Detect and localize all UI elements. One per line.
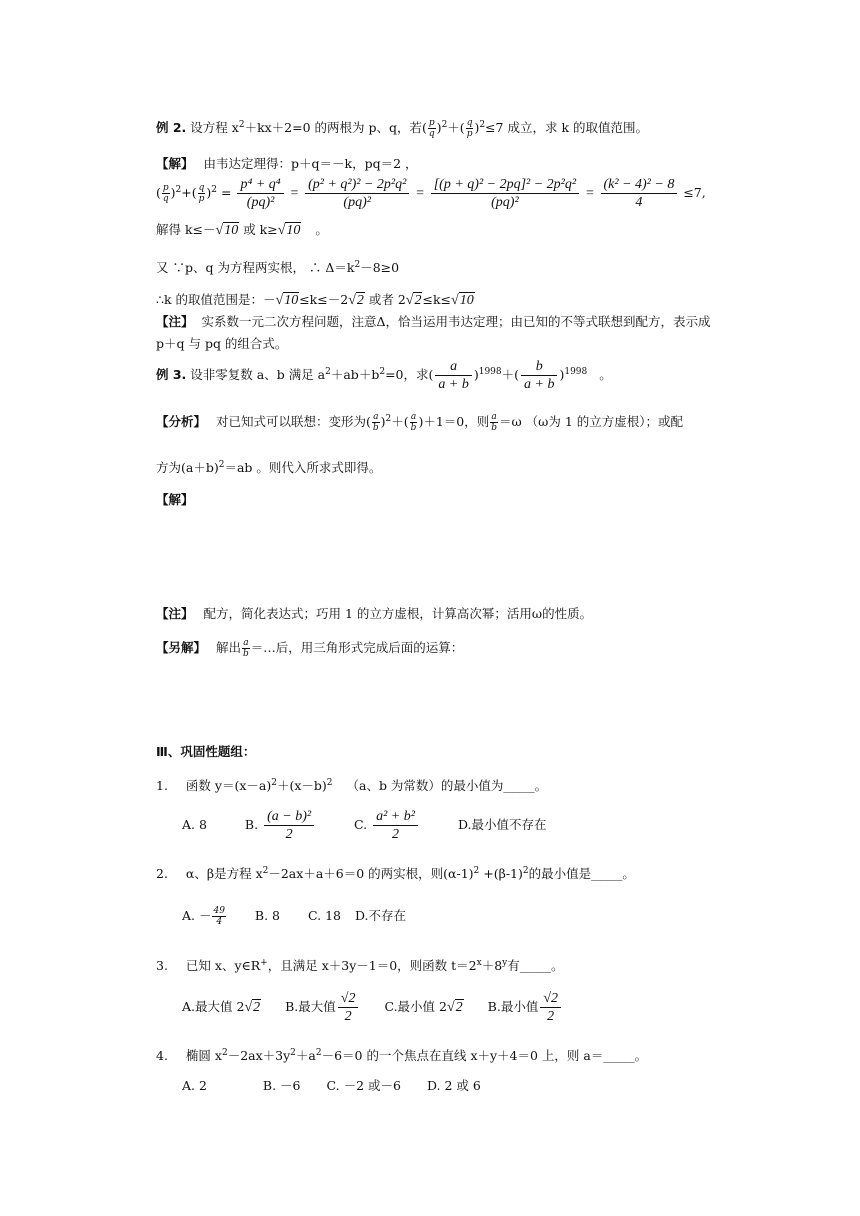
q-over-p: $\frac{q}{p}$ [466, 118, 473, 139]
fraction-1: $\frac{\text{p⁴ + q⁴}}{\text{(pq)²}}$ [237, 176, 283, 211]
q4-option-a[interactable]: A. 2 [182, 1078, 207, 1093]
ex2-range: ∴k 的取值范围是：－√10≤k≤－2√2 或者 2√2≤k≤√10 [156, 292, 474, 308]
q2-text: 2. α、β是方程 $x^2-2ax+a+6=0$ 的两实根，则$(\alpha-1)^2 +(\beta-1)^2$的最小值是_____。 [156, 865, 635, 881]
ex3-statement: 例 3. 设非零复数 a、b 满足 $a^2+ab+b^2=0$，求( $\frac{a}{a + b}$ )$^{1998}$＋( $\frac{b}{a + b}$ )$^{1998}$ 。 [156, 359, 612, 392]
ex2-note: 【注】 实系数一元二次方程问题，注意Δ，恰当运用韦达定理；由已知的不等式联想到配方，表示成 [156, 314, 711, 329]
ex2-note-cont: p＋q 与 pq 的组合式。 [156, 336, 288, 351]
ex3-analysis: 【分析】 对已知式可以联想：变形为( $\frac{a}{b}$ )$^2$＋( $\frac{a}{b}$ )＋1＝0，则 $\frac{a}{b}$ ＝ω （ω为 1 的立方虚根）；或配 [156, 412, 684, 433]
q4-option-c[interactable]: C. －2 或－6 [326, 1078, 401, 1093]
q4-text: 4. 椭圆 $x^2-2ax+3y^2+a^2-6=0$ 的一个焦点在直线 x＋y＋4＝0 上，则 a＝_____。 [156, 1047, 648, 1063]
q1-options [182, 808, 581, 843]
section-title: Ⅲ、巩固性题组： [156, 744, 256, 759]
q2-option-a[interactable]: A. － $\frac{49}{4}$ [182, 906, 225, 927]
q1-option-c[interactable]: C. $\frac{\text{a² + b²}}{2}$ [354, 808, 420, 843]
fraction-3: $\frac{\text{[(p + q)² − 2pq]² − 2p²q²}}{\text{(pq)²}}$ [431, 176, 579, 211]
ex3-solution: 【解】 [156, 492, 194, 507]
q2-option-b[interactable]: B. 8 [254, 908, 281, 923]
ex2-discriminant: 又 ∵p、q 为方程两实根， ∴ $\Delta=k^2-8\ge 0$ [156, 259, 400, 275]
q1-text: 1. 函数 $y=(x-a)^2+(x-b)^2$ （a、b 为常数）的最小值为_____。 [156, 777, 548, 793]
q4-option-b[interactable]: B. －6 [262, 1078, 301, 1093]
q1-option-a[interactable]: A. 8 [182, 817, 207, 832]
q3-option-d[interactable]: B.最小值 $\frac{√2}{2}$ [488, 990, 563, 1025]
ex2-result: 解得 k≤－√10 或 k≥√10 。 [156, 222, 328, 238]
ex3-note: 【注】 配方，简化表达式；巧用 1 的立方虚根，计算高次幂；活用ω的性质。 [156, 606, 593, 621]
q2-option-d[interactable]: D.不存在 [354, 908, 407, 923]
q3-option-b[interactable]: B.最大值 $\frac{√2}{2}$ [285, 990, 360, 1025]
q2-options [182, 906, 440, 927]
ex3-analysis-cont: 方为$(a+b)^2=ab$ 。则代入所求式即得。 [156, 459, 382, 475]
fraction-2: $\frac{\text{(p² + q²)² − 2p²q²}}{\text{(pq)²}}$ [305, 176, 409, 211]
q1-option-d[interactable]: D.最小值不存在 [457, 817, 547, 832]
q3-option-c[interactable]: C.最小值 2√2 [384, 999, 463, 1015]
q3-text: 3. 已知 x、y∈R+，且满足 x＋3y－1＝0，则函数 $t=2^x+8^y$有_____。 [156, 957, 564, 973]
solution-label: 【解】 [156, 156, 194, 171]
q4-options [182, 1076, 515, 1094]
fraction-4: $\frac{\text{(k² − 4)² − 8}}{4}$ [601, 176, 678, 211]
ex2-label: 例 2. [156, 120, 187, 135]
ex2-statement: 例 2. 设方程 $x^2+kx+2=0$ 的两根为 p、q，若( $\frac{p}{q}$ )$^2$＋( $\frac{q}{p}$ )$^2$≤7 成立，求 k 的取值范围。 [156, 118, 648, 139]
ex2-derivation: ( $\frac{p}{q}$ )$^2$+( $\frac{q}{p}$ )$^2$ = $\frac{\text{p⁴ + q⁴}}{\text{(pq)²}}$ = $\frac{\text{(p² + q²)² − 2p²q²}}{\text{(pq)²}}$ = $\frac{\text{[(p + q)² − 2pq]² − 2p²q²}}{\text{(pq)²}}$ = $\frac{\text{(k² − 4)² − 8}}{4}$ ≤7, [156, 177, 706, 210]
q1-option-b[interactable]: B. $\frac{\text{(a − b)²}}{2}$ [245, 808, 316, 843]
ex2-solution-start: 【解】 由韦达定理得：p＋q＝－k，pq＝2 ， [156, 156, 418, 171]
q4-option-d[interactable]: D. 2 或 6 [426, 1078, 481, 1093]
q3-option-a[interactable]: A.最大值 2√2 [182, 999, 261, 1015]
p-over-q: $\frac{p}{q}$ [428, 118, 435, 139]
ex3-alt-solution: 【另解】 解出 $\frac{a}{b}$ ＝…后，用三角形式完成后面的运算： [156, 638, 464, 659]
q2-option-c[interactable]: C. 18 [308, 908, 341, 923]
q3-options [182, 990, 597, 1025]
